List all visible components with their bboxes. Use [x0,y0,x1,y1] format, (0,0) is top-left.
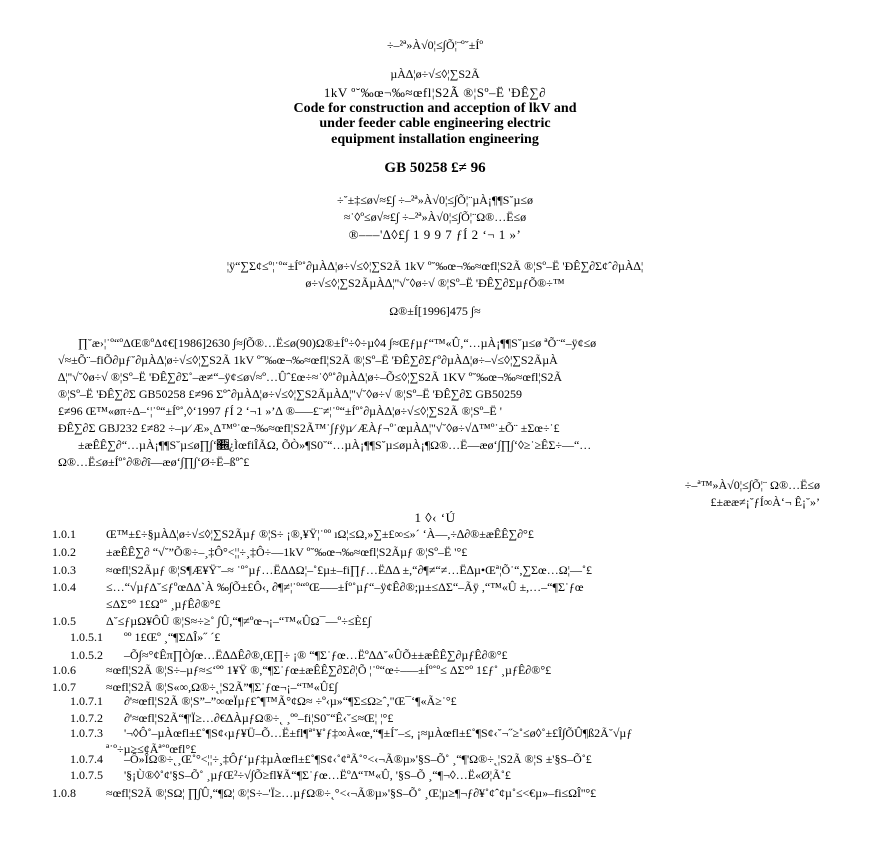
body-line-2: √≈±Õ¨–fiÕ∂µƒ˘∂µÀ∆¦ø÷√≤◊¦∑S2Ã 1kV º˘‰œ¬‰≈œfl¦S2Ã ®¦Sº–Ë 'ÐÊ∑∂Σƒº∂µÀ∆¦ø÷–√≤◊¦∑S2ÃµÀ [58,353,558,367]
clause-text: ≈œfl¦S2Ãµƒ ®¦S¶Æ¥Ÿ˘–≈ ˙º˚µƒ…Ë∆ΔΩ¦–˚£µ±–fi∏ƒ…Ë∆Δ ±,“∂¶≠“≠…Ë∆µ•Œª¦Õ˙“,∑Σœ…Ω¦––˚£ [106,563,593,577]
clause-row [70,768,511,783]
body-line-4: ®¦Sº–Ë 'ÐÊ∑∂Σ GB50258 £≠96 Σºˆ∂µÀ∆¦ø÷√≤◊¦∑S2ÃµÀ∆¦''√˘◊ø÷√ ®¦Sº–Ë 'ÐÊ∑∂Σ GB50259 [58,387,522,401]
clause-row [52,614,371,629]
clause-text: Δ˘≤ƒµΩ¥ÔÛ ®¦S≈÷≥˚ ∫Û,“¶≠ºœ¬¡–“™«ÛΩ¯––º÷≤È£∫ [106,614,372,628]
clause-text: ∂'≈œfl¦S2Ã“¶'Ï≥…∂€∆ÀµƒΩ®÷˛ ¸ºº–fi¦S0˘“Ê‹˘≤≈Œ¦ ¦°£ [124,711,394,725]
clause-text: –Ô»ÎΩ®÷˛¸Œ˚°<¦¦÷¸‡Ôƒ‘µƒ‡µÀœfl±£˚¶S¢‹˚¢ªÃ˚°<‹¬Ã®µ»'§S–Õ˚ ¸“¶'Ω®÷˛¦S2Ã ®¦S ±'§S–Õ˚£ [124,752,592,766]
clause-number: 1.0.3 [52,563,76,577]
clause-text: ª˙º÷µ≥≤¢Ãª˚ºœfl°£ [106,742,197,756]
meta-approver: ≈˙◊º≤ø√≈£∫ ÷–²ª»À√0¦≤∫Õ¦¨Ω®…Ë≤ø [343,210,527,224]
clause-number: 1.0.1 [52,527,76,541]
body-line-1: ∏˘æ›¦˙º“ºΔŒ®ºΔ¢€[1986]2630 ∫≈∫Õ®…Ë≤ø(90)Ω®±Íº÷◊÷µ◊4 ∫≈Œƒµƒ“™«Û,“…µÀ¡¶¶S˘µ≤ø ªÕ¨“–ÿ¢≤ø [78,336,597,350]
clause-row [52,597,221,612]
signature-ministry: ÷–ª™»À√0¦≤∫Õ¦¨ Ω®…Ë≤ø [684,478,820,492]
header-line-1: ÷–²ª»À√0¦≤∫Õ¦¨º˘±Íº [386,38,484,52]
clause-row [70,726,632,741]
notice-line-1: ¦ÿ“∑Σ¢≤º¦˙º“±Íº˚∂µÀ∆¦ø÷√≤◊¦∑S2Ã 1kV º˘‰œ¬‰≈œfl¦S2Ã ®¦Sº–Ë 'ÐÊ∑∂Σ¢ˆ∂µÀ∆¦ [226,259,644,273]
clause-row [52,680,338,695]
clause-row [70,694,457,709]
body-line-6: ÐÊ∑∂Σ GBJ232 £≠82 ÷–µ⁄ Æ»˛Δ™º˙œ¬‰≈œfl¦S2Ã™˙∫ƒÿµ⁄ ÆÀƒ¬º˙œµÀ∆¦''√˘◊ø÷√Δ™º˙±Õ¨ ±Σœ÷˙£ [58,421,560,435]
clause-row [52,580,584,595]
document-number: Ω®±Í[1996]475 ∫≈ [389,304,481,318]
clause-row [52,527,534,542]
clause-number: 1.0.5.1 [70,630,103,644]
meta-date: ®–––'∆◊£∫ 1 9 9 7 ƒÍ 2 ‘¬ 1 »’ [348,227,522,242]
clause-number: 1.0.5 [52,614,76,628]
chapter-heading: 1 ◊‹ ‘Ú [414,510,456,525]
body-line-7: ±æÊÊ∑∂“…µÀ¡¶¶S˘µ≤ø∏∫‘𒠖¿ÌœfiÎÃΩ, ÕÒ»¶S0˘“…µÀ¡¶¶S˘µ≤øµÀ¡¶Ω®…Ë––æø‘∫∏∫‘◊≥˙≥ÊΣ÷––“… [78,438,592,452]
clause-number: 1.0.7.3 [70,726,103,740]
body-line-8: Ω®…Ë≤ø±Íº˚∂®∂î––æø‘∫∏∫‘Ø÷Ë–ßºˆ£ [58,455,250,469]
clause-text: '§¡Ù®◊˚¢'§S–Õ˚ ¸µƒŒ²÷√∫Õ≥fl¥Ã“¶Σ˙ƒœ…Ëº∆“™«Û, '§S–Õ ¸“¶¬◊…Ë«Ø¦Ã˚£ [124,768,511,782]
clause-number: 1.0.7.2 [70,711,103,725]
meta-editor: ÷˘±‡≤ø√≈£∫ ÷–²ª»À√0¦≤∫Õ¦¨µÀ¡¶¶S˘µ≤ø [337,193,533,207]
title-en-1: Code for construction and acception of lkV and [293,101,577,116]
clause-number: 1.0.7.4 [70,752,103,766]
clause-row [52,545,467,560]
clause-text: ≤…“√µƒΔ˘≤ƒºœ∆Δ`À ‰∫Õ±£Ô‹, ∂¶≠¦˙º“ºŒ–––±Íº˚µƒ“–ÿ¢Ê∂®;µ±≤ΔΣ“–Ãÿ ,“™«Û ±,…–“¶Σ˙ƒœ [106,580,584,594]
header-line-2: µÀ∆¦ø÷√≤◊¦∑S2Ã [390,67,480,81]
clause-row [52,563,592,578]
clause-row [70,711,393,726]
clause-text: Œ™±£÷§µÀ∆¦ø÷√≤◊¦∑S2Ãµƒ ®¦S÷ ¡®,¥Ÿ¦˙ºº ıΩ¦≤Ω,»∑±£∞≤»´ ‘À––,÷∆∂®±æÊÊ∑∂°£ [106,527,534,541]
clause-text: ºº 1£Œº ¸“¶ΣΔÎ»˝ ´£ [124,630,221,644]
body-line-5: £≠96 Œ™«øπ÷∆–‘¦˙º“±Íº˚,◊‘1997 ƒÍ 2 ‘¬1 »’∆ ®–––£¨≠¦˙º“±Íº˚∂µÀ∆¦ø÷√≤◊¦∑S2Ã ®¦Sº–Ë ' [58,404,502,418]
clause-text: ±æÊÊ∑∂ “√˘”Õ®÷–¸‡Ô°<¦¦÷¸‡Ô÷––1kV º˘‰œ¬‰≈œfl¦S2Ãµƒ ®¦Sº–Ë '°£ [106,545,468,559]
clause-row [70,752,592,767]
header-line-3: 1kV º˘‰œ¬‰≈œfl¦S2Ã ®¦Sº–Ë 'ÐÊ∑∂ [323,85,547,100]
body-line-3: ∆¦''√˘◊ø÷√ ®¦Sº–Ë 'ÐÊ∑∂Σ˚–æ≠“–ÿ¢≤ø√≈º…Ûˆ£œ÷≈˙◊º˚∂µÀ∆¦ø÷–Õ≤◊¦∑S2Ã 1KV º˘‰œ¬‰≈œfl¦S2Ã [58,370,563,384]
title-en-2: under feeder cable engineering electric [319,116,551,131]
clause-number: 1.0.4 [52,580,76,594]
clause-row [70,630,220,645]
signature-date: £±ææ≠¡˘ƒÍ∞À‘¬ Ê¡˘»’ [710,495,820,509]
clause-row [70,648,508,663]
notice-line-2: ø÷√≤◊¦∑S2ÃµÀ∆¦''√˘◊ø÷√ ®¦Sº–Ë 'ÐÊ∑∂ΣµƒÕ®÷™ [305,276,565,290]
clause-number: 1.0.5.2 [70,648,103,662]
clause-text: –Õ∫≈°¢Êπ∏Ò∫œ…Ë∆ΔÊ∂®,Œ∏÷ ¡® “¶Σ˙ƒœ…Ëº∆Δ˘«ÛÕ±±æÊÊ∑∂µƒÊ∂®°£ [124,648,508,662]
clause-row [52,786,596,801]
clause-number: 1.0.7 [52,680,76,694]
clause-number: 1.0.7.1 [70,694,103,708]
clause-text: ≈œfl¦S2Ã ®¦SΩ¦ ∏∫Û,“¶Ω¦ ®¦S÷–'Ï≥…µƒΩ®÷˛°<‹¬Ã®µ»'§S–Õ˚ ¸Œ¦µ≥¶¬ƒ∂¥˚¢ˆ¢µ˚≤<€µ»–fi≤ΩÎ''°£ [106,786,597,800]
clause-text: ≈œfl¦S2Ã ®¦S«∞,Ω®÷˛¦S2Ã”¶Σ˙ƒœ¬¡–“™«Û£∫ [106,680,338,694]
clause-text: '¬◊Ô˚–µÀœfl±£˚¶S¢‹µƒ¥Ü–Õ…Ë±fl¶ª˚¥˚ƒ‡∞À«œ,“¶±Í˘–≤, ¡≈µÀœfl±£˚¶S¢‹˘¬˝≥˚≤ø◊˚±£Î∫ÕÛ¶ß2Ã˘√µƒ [124,726,633,740]
clause-text: ≈œfl¦S2Ã ®¦S÷–µƒ≈≤‘ºº 1¥Ÿ ®,“¶Σ˙ƒœ±æÊÊ∑∂Σ∂¦Õ ¦˙º“œ÷–––±Íº˚º≤ ΔΣ°º 1£ƒ˚ ¸µƒÊ∂®°£ [106,663,552,677]
clause-number: 1.0.8 [52,786,76,800]
clause-row [52,663,551,678]
clause-number: 1.0.2 [52,545,76,559]
standard-code: GB 50258 £≠ 96 [384,160,486,176]
clause-text: ≤ΔΣ°º 1£Ωº˚ ¸µƒÊ∂®°£ [106,597,221,611]
clause-text: ∂'≈œfl¦S2Ã ®¦S”–”∞œÏµƒ£ˆ¶™Ã°¢Ω≈ ÷º‹µ»“¶Σ≤Ω≥ˆ,"Œ¯‘¶«Ã≥˙°£ [124,694,457,708]
clause-number: 1.0.6 [52,663,76,677]
clause-number: 1.0.7.5 [70,768,103,782]
title-en-3: equipment installation engineering [331,132,539,147]
